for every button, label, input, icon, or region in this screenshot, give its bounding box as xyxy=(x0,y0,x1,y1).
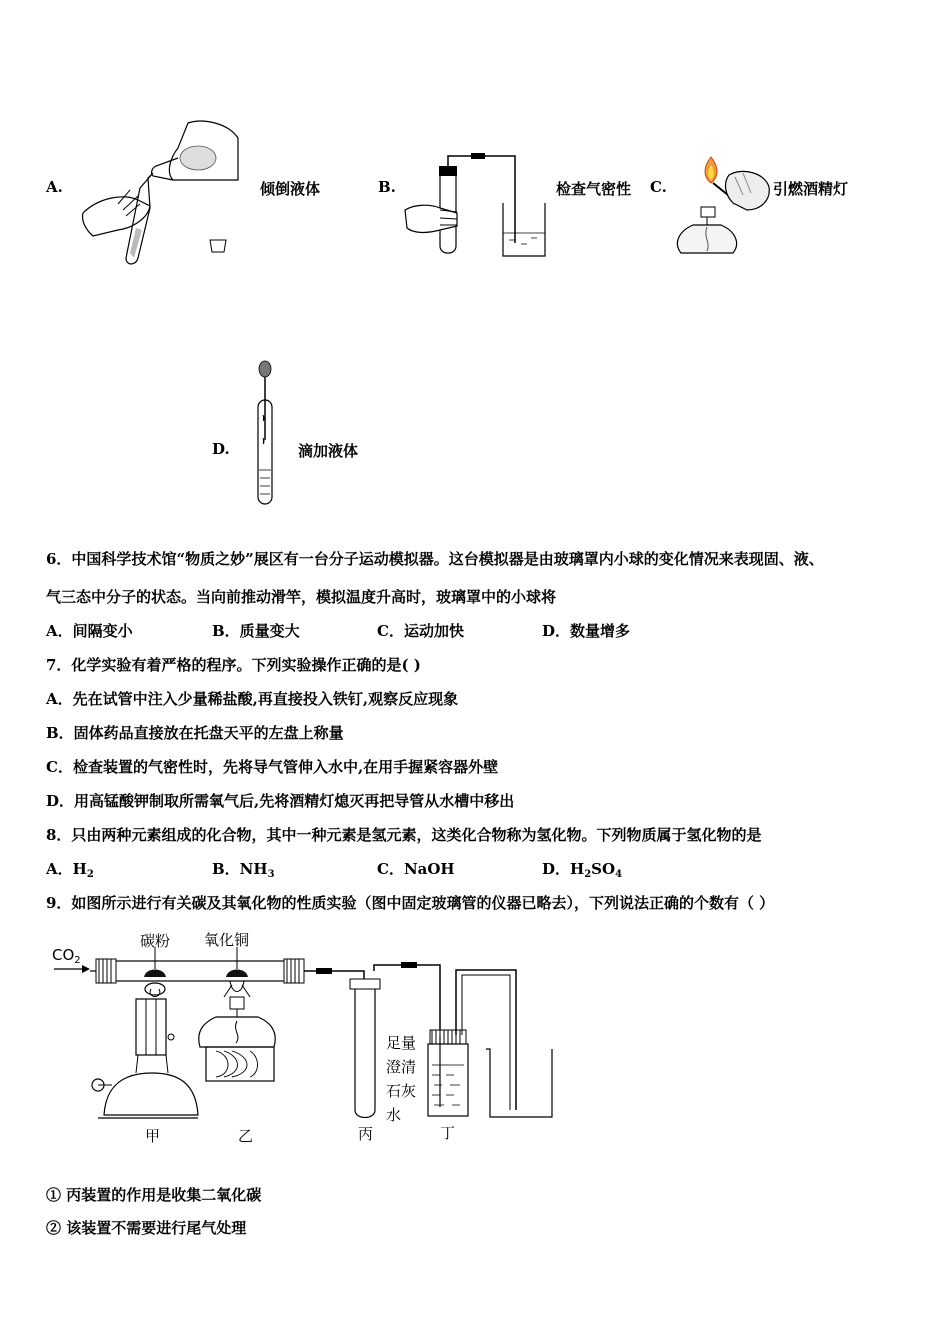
q7-option-a: A．先在试管中注入少量稀盐酸,再直接投入铁钉,观察反应现象 xyxy=(46,690,459,708)
q8-option-c: C．NaOH xyxy=(377,860,455,878)
option-a-letter: A. xyxy=(46,178,63,196)
option-b-label: 检查气密性 xyxy=(556,180,632,198)
pouring-liquid-illustration xyxy=(78,118,248,268)
apparatus-ding-label: 丁 xyxy=(440,1124,456,1142)
option-c-label: 引燃酒精灯 xyxy=(773,180,849,198)
q6-option-c: C．运动加快 xyxy=(377,622,464,640)
option-c-letter: C. xyxy=(650,178,667,196)
q9-statement-2: ② 该装置不需要进行尾气处理 xyxy=(46,1219,247,1237)
q6-option-d: D．数量增多 xyxy=(542,622,631,640)
q9-statement-1: ① 丙装置的作用是收集二氧化碳 xyxy=(46,1186,262,1204)
q6-stem-line-1: 6．中国科学技术馆“物质之妙”展区有一台分子运动模拟器。这台模拟器是由玻璃罩内小球的变化情况来表现固、液、 xyxy=(46,550,824,568)
option-a-label: 倾倒液体 xyxy=(260,180,321,198)
q7-option-d: D．用高锰酸钾制取所需氧气后,先将酒精灯熄灭再把导管从水槽中移出 xyxy=(46,792,515,810)
option-d-label: 滴加液体 xyxy=(298,442,359,460)
apparatus-yi-label: 乙 xyxy=(238,1127,254,1145)
carbon-powder-label: 碳粉 xyxy=(140,932,171,950)
q8-option-b: B．$NH_3$ xyxy=(212,860,275,880)
q8-option-a: A．$H_2$ xyxy=(46,860,94,880)
q6-stem-line-2: 气三态中分子的状态。当向前推动滑竿，模拟温度升高时，玻璃罩中的小球将 xyxy=(46,588,557,606)
option-b-letter: B. xyxy=(378,178,396,196)
option-d-letter: D. xyxy=(212,440,230,458)
q7-stem: 7．化学实验有着严格的程序。下列实验操作正确的是( ) xyxy=(46,656,421,674)
q7-option-b: B．固体药品直接放在托盘天平的左盘上称量 xyxy=(46,724,344,742)
apparatus-jia-label: 甲 xyxy=(145,1127,161,1145)
airtightness-check-illustration xyxy=(405,148,555,260)
copper-oxide-label: 氧化铜 xyxy=(204,931,250,949)
apparatus-bing-label: 丙 xyxy=(358,1125,374,1143)
limewater-label: 足量 澄清 石灰 水 xyxy=(386,1034,417,1124)
q8-option-d: D．$H_2SO_4$ xyxy=(542,860,623,880)
co2-label: $CO_2$ xyxy=(52,946,81,966)
q6-option-b: B．质量变大 xyxy=(212,622,300,640)
q8-stem: 8．只由两种元素组成的化合物，其中一种元素是氢元素，这类化合物称为氢化物。下列物质属于氢化物的是 xyxy=(46,826,762,844)
q6-option-a: A．间隔变小 xyxy=(46,622,133,640)
q7-option-c: C．检查装置的气密性时，先将导气管伸入水中,在用手握紧容器外壁 xyxy=(46,758,499,776)
carbon-oxide-apparatus-diagram xyxy=(46,925,566,1150)
lighting-alcohol-lamp-illustration xyxy=(673,155,773,260)
dropping-liquid-illustration xyxy=(250,360,280,510)
q9-stem: 9．如图所示进行有关碳及其氧化物的性质实验（图中固定玻璃管的仪器已略去），下列说法正确的个数有（ ） xyxy=(46,894,775,912)
